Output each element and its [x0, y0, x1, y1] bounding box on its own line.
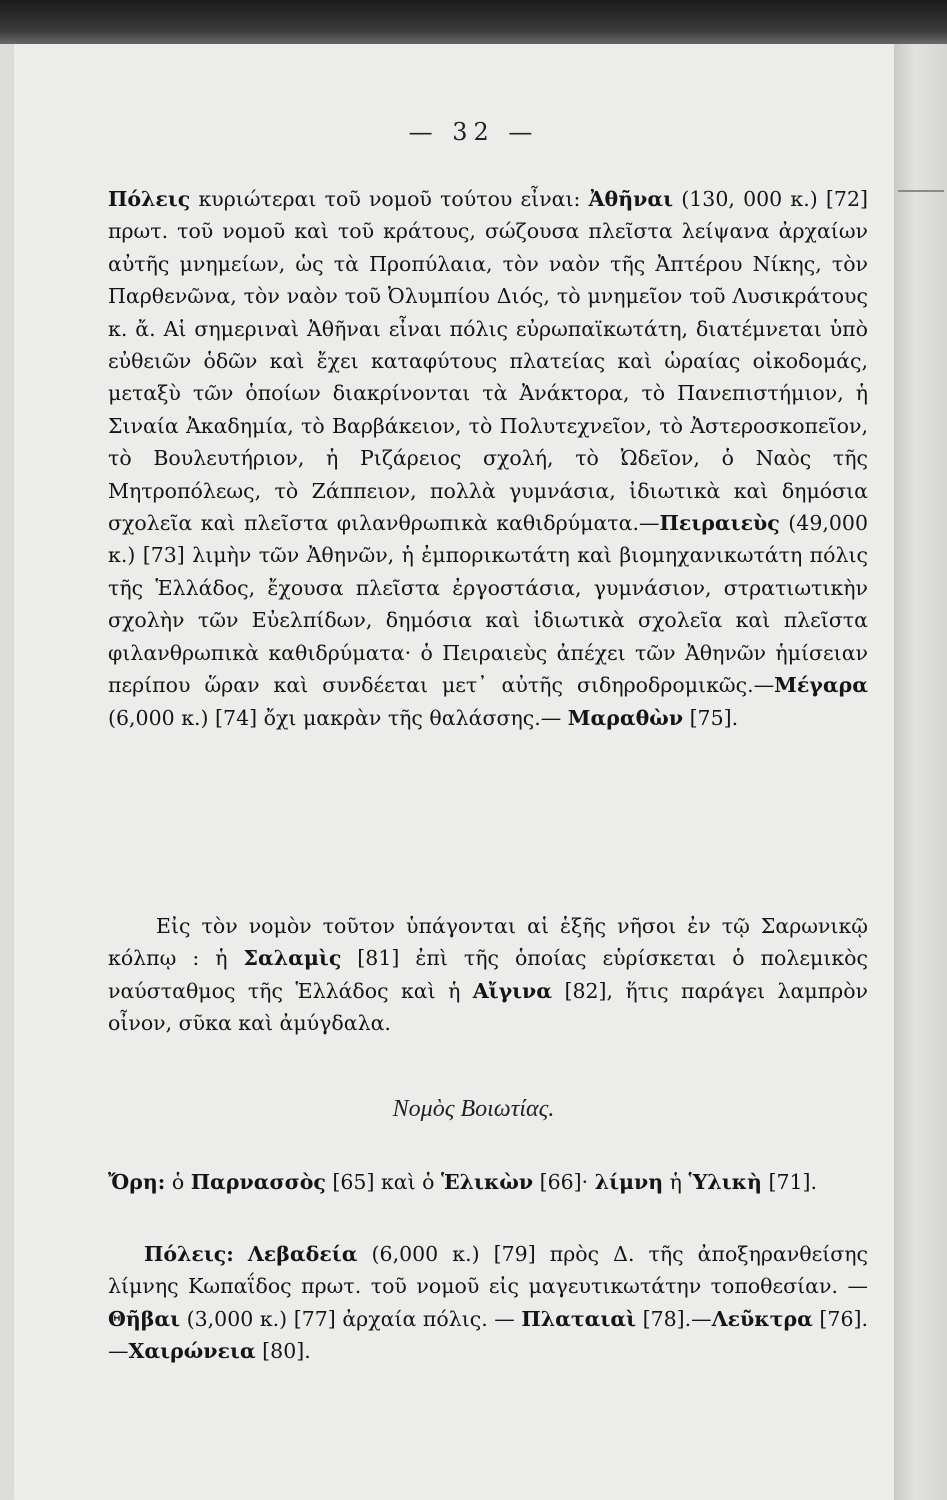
city-athens: Ἀθῆναι — [588, 187, 674, 211]
paragraph-attica-cities — [108, 183, 868, 734]
text-segment: [65] καὶ ὁ — [325, 1170, 442, 1194]
text-segment: ὁ — [165, 1170, 191, 1194]
label-cities-boeotia: Πόλεις: — [144, 1242, 234, 1266]
city-thebes: Θῆβαι — [108, 1306, 181, 1331]
text-segment: [81] ἐπὶ τῆς ὁποίας εὑρίσκεται ὁ πολεμικὸς ναύσταθμος τῆς Ἑλλάδος καὶ ἡ — [108, 946, 869, 1003]
label-cities: Πόλεις — [108, 187, 191, 211]
text-segment: (6,000 κ.) [74] ὄχι μακρὰν τῆς θαλάσσης.— — [108, 705, 568, 730]
text-segment: κυριώτεραι τοῦ νομοῦ τούτου εἶναι: — [190, 187, 589, 211]
city-megara: Μέγαρα — [774, 673, 868, 698]
paragraph-islands — [108, 910, 868, 1040]
text-segment: [76].— — [108, 1306, 868, 1364]
text-segment: [75]. — [683, 705, 739, 730]
text-segment: ἡ — [663, 1170, 689, 1194]
text-segment: Εἰς τὸν νομὸν τοῦτον ὑπάγονται αἱ ἑξῆς νῆσοι ἐν τῷ Σαρωνικῷ κόλπῳ : ἡ — [108, 914, 868, 971]
text-segment: [80]. — [255, 1339, 311, 1364]
facing-page-edge — [894, 44, 947, 1500]
text-segment: [71]. — [761, 1170, 818, 1194]
text-segment: (130, 000 κ.) [72] πρωτ. τοῦ νομοῦ καὶ τοῦ κράτους, σώζουσα πλεῖστα λείψανα ἀρχαίων αὐτῆς μνημείων, ὡς τὰ Προπύλαια, τὸν ναὸν τῆς Ἀπτέρου Νίκης, τὸν Παρθενῶνα, τὸν ναὸν τοῦ Ὀλυμπίου Διός, τὸ μνημεῖον τοῦ Λυσικράτους κ. ἄ. Αἱ σημεριναὶ Ἀθῆναι εἶναι πόλις εὐρωπαϊκωτάτη, διατέμνεται ὑπὸ εὐθειῶν ὁδῶν καὶ ἔχει καταφύτους πλατείας καὶ ὡραίας οἰκοδομάς, μεταξὺ τῶν ὁποίων διακρίνονται τὰ Ἀνάκτορα, τὸ Πανεπιστήμιον, ἡ Σιναία Ἀκαδημία, τὸ Βαρβάκειον, τὸ Πολυτεχνεῖον, τὸ Ἀστεροσκοπεῖον, τὸ Βουλευτήριον, ἡ Ριζάρειος σχολή, τὸ Ὠδεῖον, ὁ Ναὸς τῆς Μητροπόλεως, τὸ Ζάππειον, πολλὰ γυμνάσια, ἰδιωτικὰ καὶ δημόσια σχολεῖα καὶ πλεῖστα φιλανθρωπικὰ καθιδρύματα.— — [108, 187, 868, 536]
label-mountains: Ὄρη: — [108, 1170, 166, 1194]
label-lake: λίμνη — [594, 1170, 664, 1194]
paragraph-boeotia-cities — [108, 1238, 868, 1368]
text-segment: [66]· — [533, 1170, 595, 1194]
text-segment: (3,000 κ.) [77] ἀρχαία πόλις. — — [180, 1306, 522, 1331]
city-levadeia: Λεβαδεία — [247, 1242, 358, 1266]
scan-top-border — [0, 0, 947, 44]
page-number: — 32 — — [408, 118, 539, 146]
city-piraeus: Πειραιεὺς — [659, 511, 780, 536]
text-segment: (49,000 κ.) [73] λιμὴν τῶν Ἀθηνῶν, ἡ ἐμπορικωτάτη καὶ βιομηχανικωτάτη πόλις τῆς Ἑλλάδος, ἔχουσα πλεῖστα ἐργοστάσια, γυμνάσιον, στρατιωτικὴν σχολὴν τῶν Εὐελπίδων, δημόσια καὶ ἰδιωτικὰ σχολεῖα καὶ πλεῖστα φιλανθρωπικὰ καθιδρύματα· ὁ Πειραιεὺς ἀπέχει τῶν Ἀθηνῶν ἡμίσειαν περίπου ὥραν καὶ συνδέεται μετ᾽ αὐτῆς σιδηροδρομικῶς.— — [108, 511, 869, 698]
text-segment — [234, 1242, 248, 1266]
section-heading-boeotia: Νομὸς Βοιωτίας. — [392, 1096, 555, 1122]
lake-yliki: Ὑλικὴ — [688, 1170, 762, 1194]
city-plataiai: Πλαταιαὶ — [521, 1306, 637, 1331]
mountain-parnassos: Παρνασσὸς — [190, 1170, 326, 1194]
island-salamis: Σαλαμὶς — [243, 946, 342, 971]
text-segment: [78].— — [636, 1306, 712, 1331]
city-leuktra: Λεῦκτρα — [711, 1306, 813, 1331]
mountain-helikon: Ἑλικὼν — [441, 1170, 534, 1194]
city-chaironeia: Χαιρώνεια — [128, 1339, 256, 1364]
island-aegina: Αἴγινα — [472, 978, 553, 1003]
city-marathon: Μαραθὼν — [567, 705, 684, 730]
paragraph-mountains — [108, 1166, 868, 1198]
text-segment: (6,000 κ.) [79] πρὸς Δ. τῆς ἀποξηρανθείσης λίμνης Κωπαΐδος πρωτ. τοῦ νομοῦ εἰς μαγευτικωτάτην τοποθεσίαν. — — [108, 1242, 868, 1299]
text-segment: [82], ἥτις παράγει λαμπρὸν οἶνον, σῦκα καὶ ἀμύγδαλα. — [108, 978, 868, 1036]
facing-page-rule — [898, 190, 944, 192]
